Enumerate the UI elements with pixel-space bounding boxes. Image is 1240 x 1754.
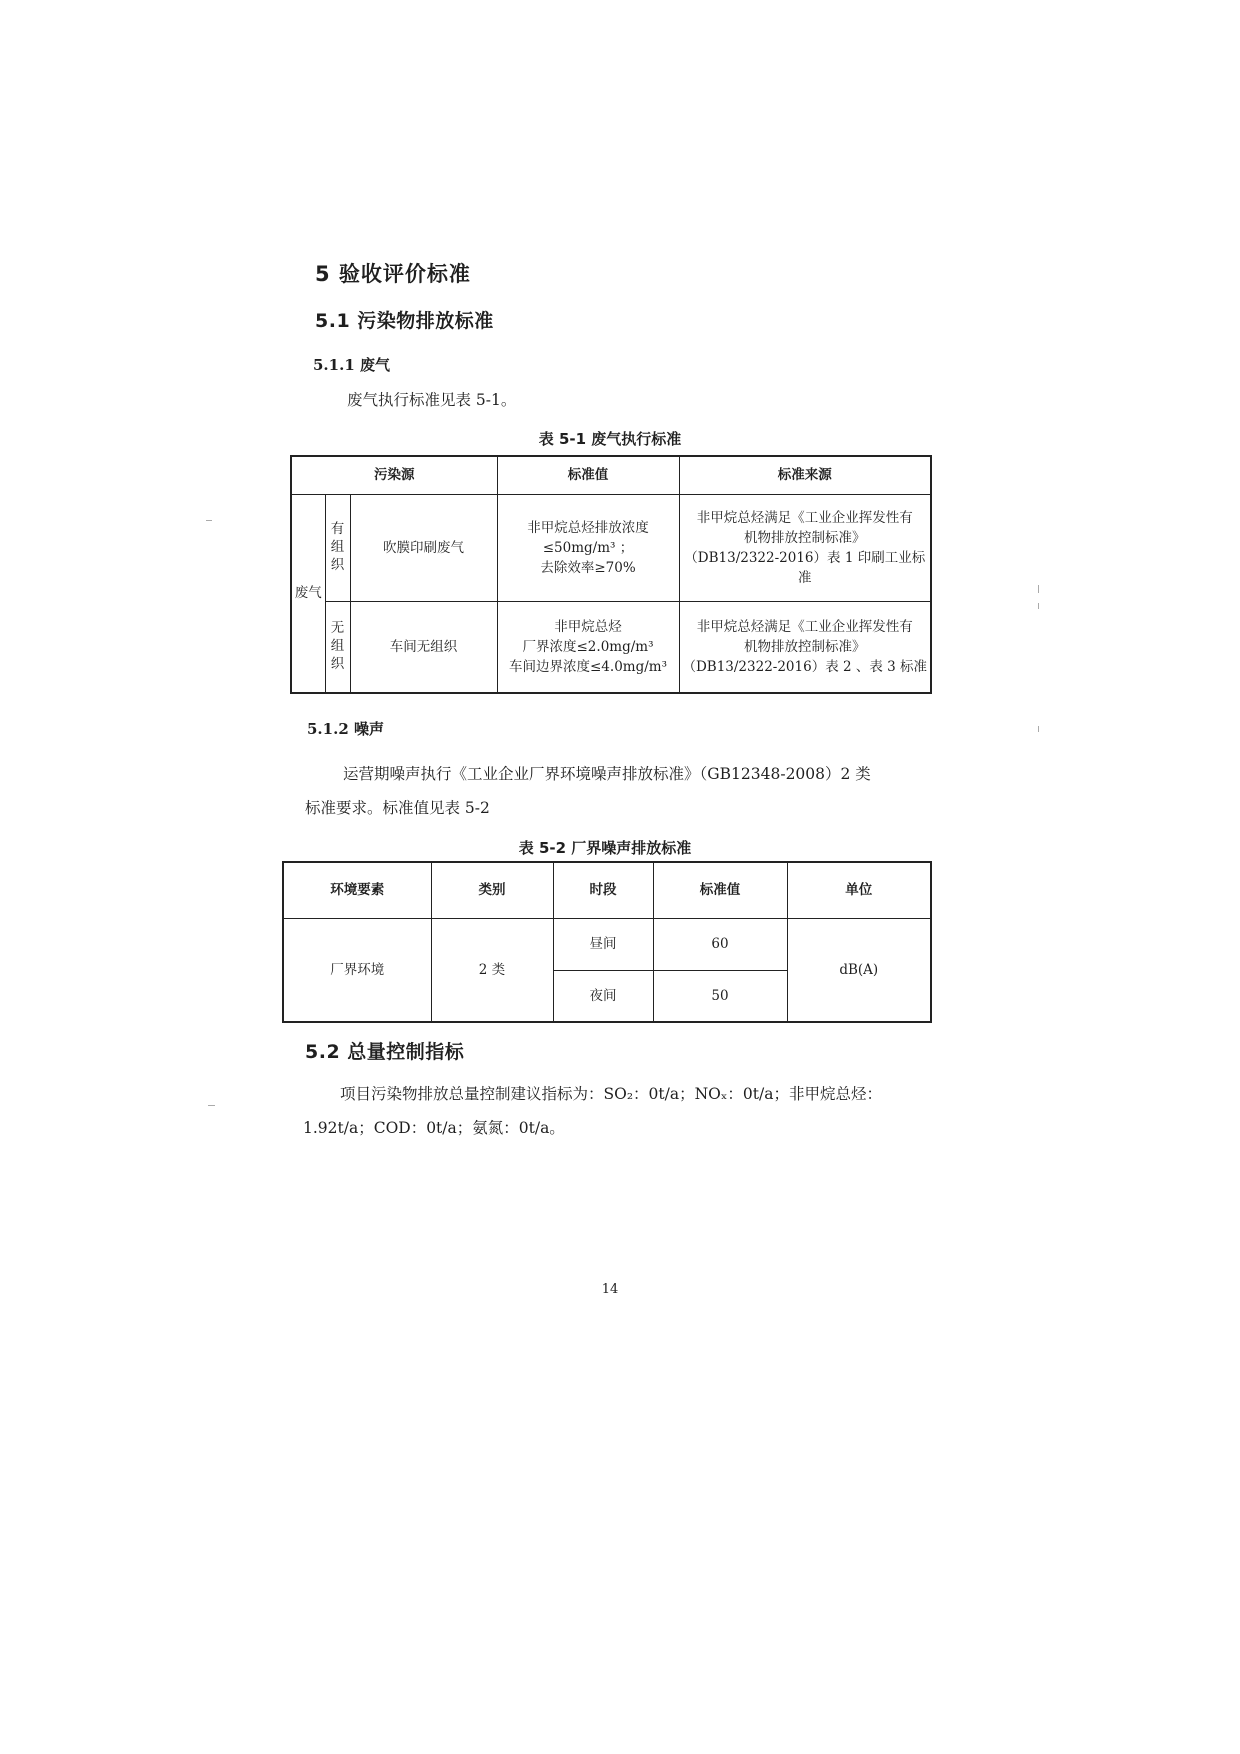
table-row	[291, 601, 931, 693]
header-standard-source: 标准来源	[679, 456, 931, 494]
origin-line: 机物排放控制标准》	[744, 638, 866, 655]
scan-speck	[1038, 603, 1039, 609]
value-line: 车间边界浓度≤4.0mg/m³	[509, 658, 667, 675]
source-name-cell: 车间无组织	[350, 601, 497, 693]
table-row	[283, 918, 931, 970]
scan-speck	[1038, 585, 1039, 593]
category-cell: 2 类	[431, 918, 553, 1022]
category-cell	[291, 494, 325, 693]
origin-line: 非甲烷总烃满足《工业企业挥发性有	[696, 618, 913, 635]
sub-cell	[325, 494, 350, 601]
section-heading-5: 5 验收评价标准	[315, 262, 471, 286]
noise-standards-table	[282, 861, 932, 1023]
table-row	[291, 494, 931, 601]
value-line: 去除效率≥70%	[540, 559, 636, 576]
sub-label: 有组织	[330, 521, 345, 573]
period-cell: 昼间	[553, 918, 653, 970]
value-line: 非甲烷总烃	[554, 618, 622, 635]
table1-caption: 表 5-1 废气执行标准	[538, 430, 682, 448]
origin-line: 准	[798, 569, 812, 586]
noise-paragraph-line2: 标准要求。标准值见表 5-2	[305, 799, 490, 817]
origin-line: 非甲烷总烃满足《工业企业挥发性有	[696, 509, 913, 526]
header-environment-element: 环境要素	[283, 862, 431, 918]
header-unit: 单位	[787, 862, 931, 918]
value-cell: 60	[653, 918, 787, 970]
header-period: 时段	[553, 862, 653, 918]
scan-speck	[208, 1105, 215, 1106]
section-heading-5-1: 5.1 污染物排放标准	[315, 310, 494, 332]
value-cell: 50	[653, 970, 787, 1022]
header-pollution-source: 污染源	[291, 456, 497, 494]
page-number: 14	[601, 1282, 619, 1297]
table1-header-row	[291, 456, 931, 494]
sub-label: 无组织	[330, 620, 345, 673]
origin-cell	[679, 494, 931, 601]
value-line: 厂界浓度≤2.0mg/m³	[522, 638, 654, 655]
noise-paragraph-line1: 运营期噪声执行《工业企业厂界环境噪声排放标准》（GB12348-2008）2 类	[343, 765, 871, 783]
header-category: 类别	[431, 862, 553, 918]
gas-standards-table	[290, 455, 932, 694]
value-line: ≤50mg/m³ ；	[542, 539, 634, 556]
subsection-heading-gas: 5.1.1 废气	[313, 356, 390, 374]
origin-cell	[679, 601, 931, 693]
scan-speck	[206, 520, 212, 521]
origin-line: （DB13/2322-2016）表 2 、表 3 标准	[682, 658, 928, 675]
gas-intro-paragraph: 废气执行标准见表 5-1。	[347, 391, 517, 409]
period-cell: 夜间	[553, 970, 653, 1022]
value-line: 非甲烷总烃排放浓度	[527, 519, 649, 536]
category-label: 废气	[294, 585, 322, 602]
sub-cell	[325, 601, 350, 693]
table2-header-row	[283, 862, 931, 918]
unit-cell: dB(A)	[787, 918, 931, 1022]
element-cell: 厂界环境	[283, 918, 431, 1022]
value-cell	[497, 494, 679, 601]
header-value: 标准值	[653, 862, 787, 918]
section-heading-5-2: 5.2 总量控制指标	[305, 1041, 465, 1063]
origin-line: 机物排放控制标准》	[744, 529, 866, 546]
scan-speck	[1038, 726, 1039, 732]
source-name-cell: 吹膜印刷废气	[350, 494, 497, 601]
total-paragraph-line1: 项目污染物排放总量控制建议指标为：SO₂：0t/a；NOₓ：0t/a；非甲烷总烃：	[340, 1085, 882, 1103]
subsection-heading-noise: 5.1.2 噪声	[307, 720, 384, 738]
origin-line: （DB13/2322-2016）表 1 印刷工业标	[684, 549, 926, 566]
table2-caption: 表 5-2 厂界噪声排放标准	[518, 839, 692, 857]
header-standard-value: 标准值	[497, 456, 679, 494]
value-cell	[497, 601, 679, 693]
total-paragraph-line2: 1.92t/a；COD：0t/a；氨氮：0t/a。	[303, 1119, 565, 1137]
